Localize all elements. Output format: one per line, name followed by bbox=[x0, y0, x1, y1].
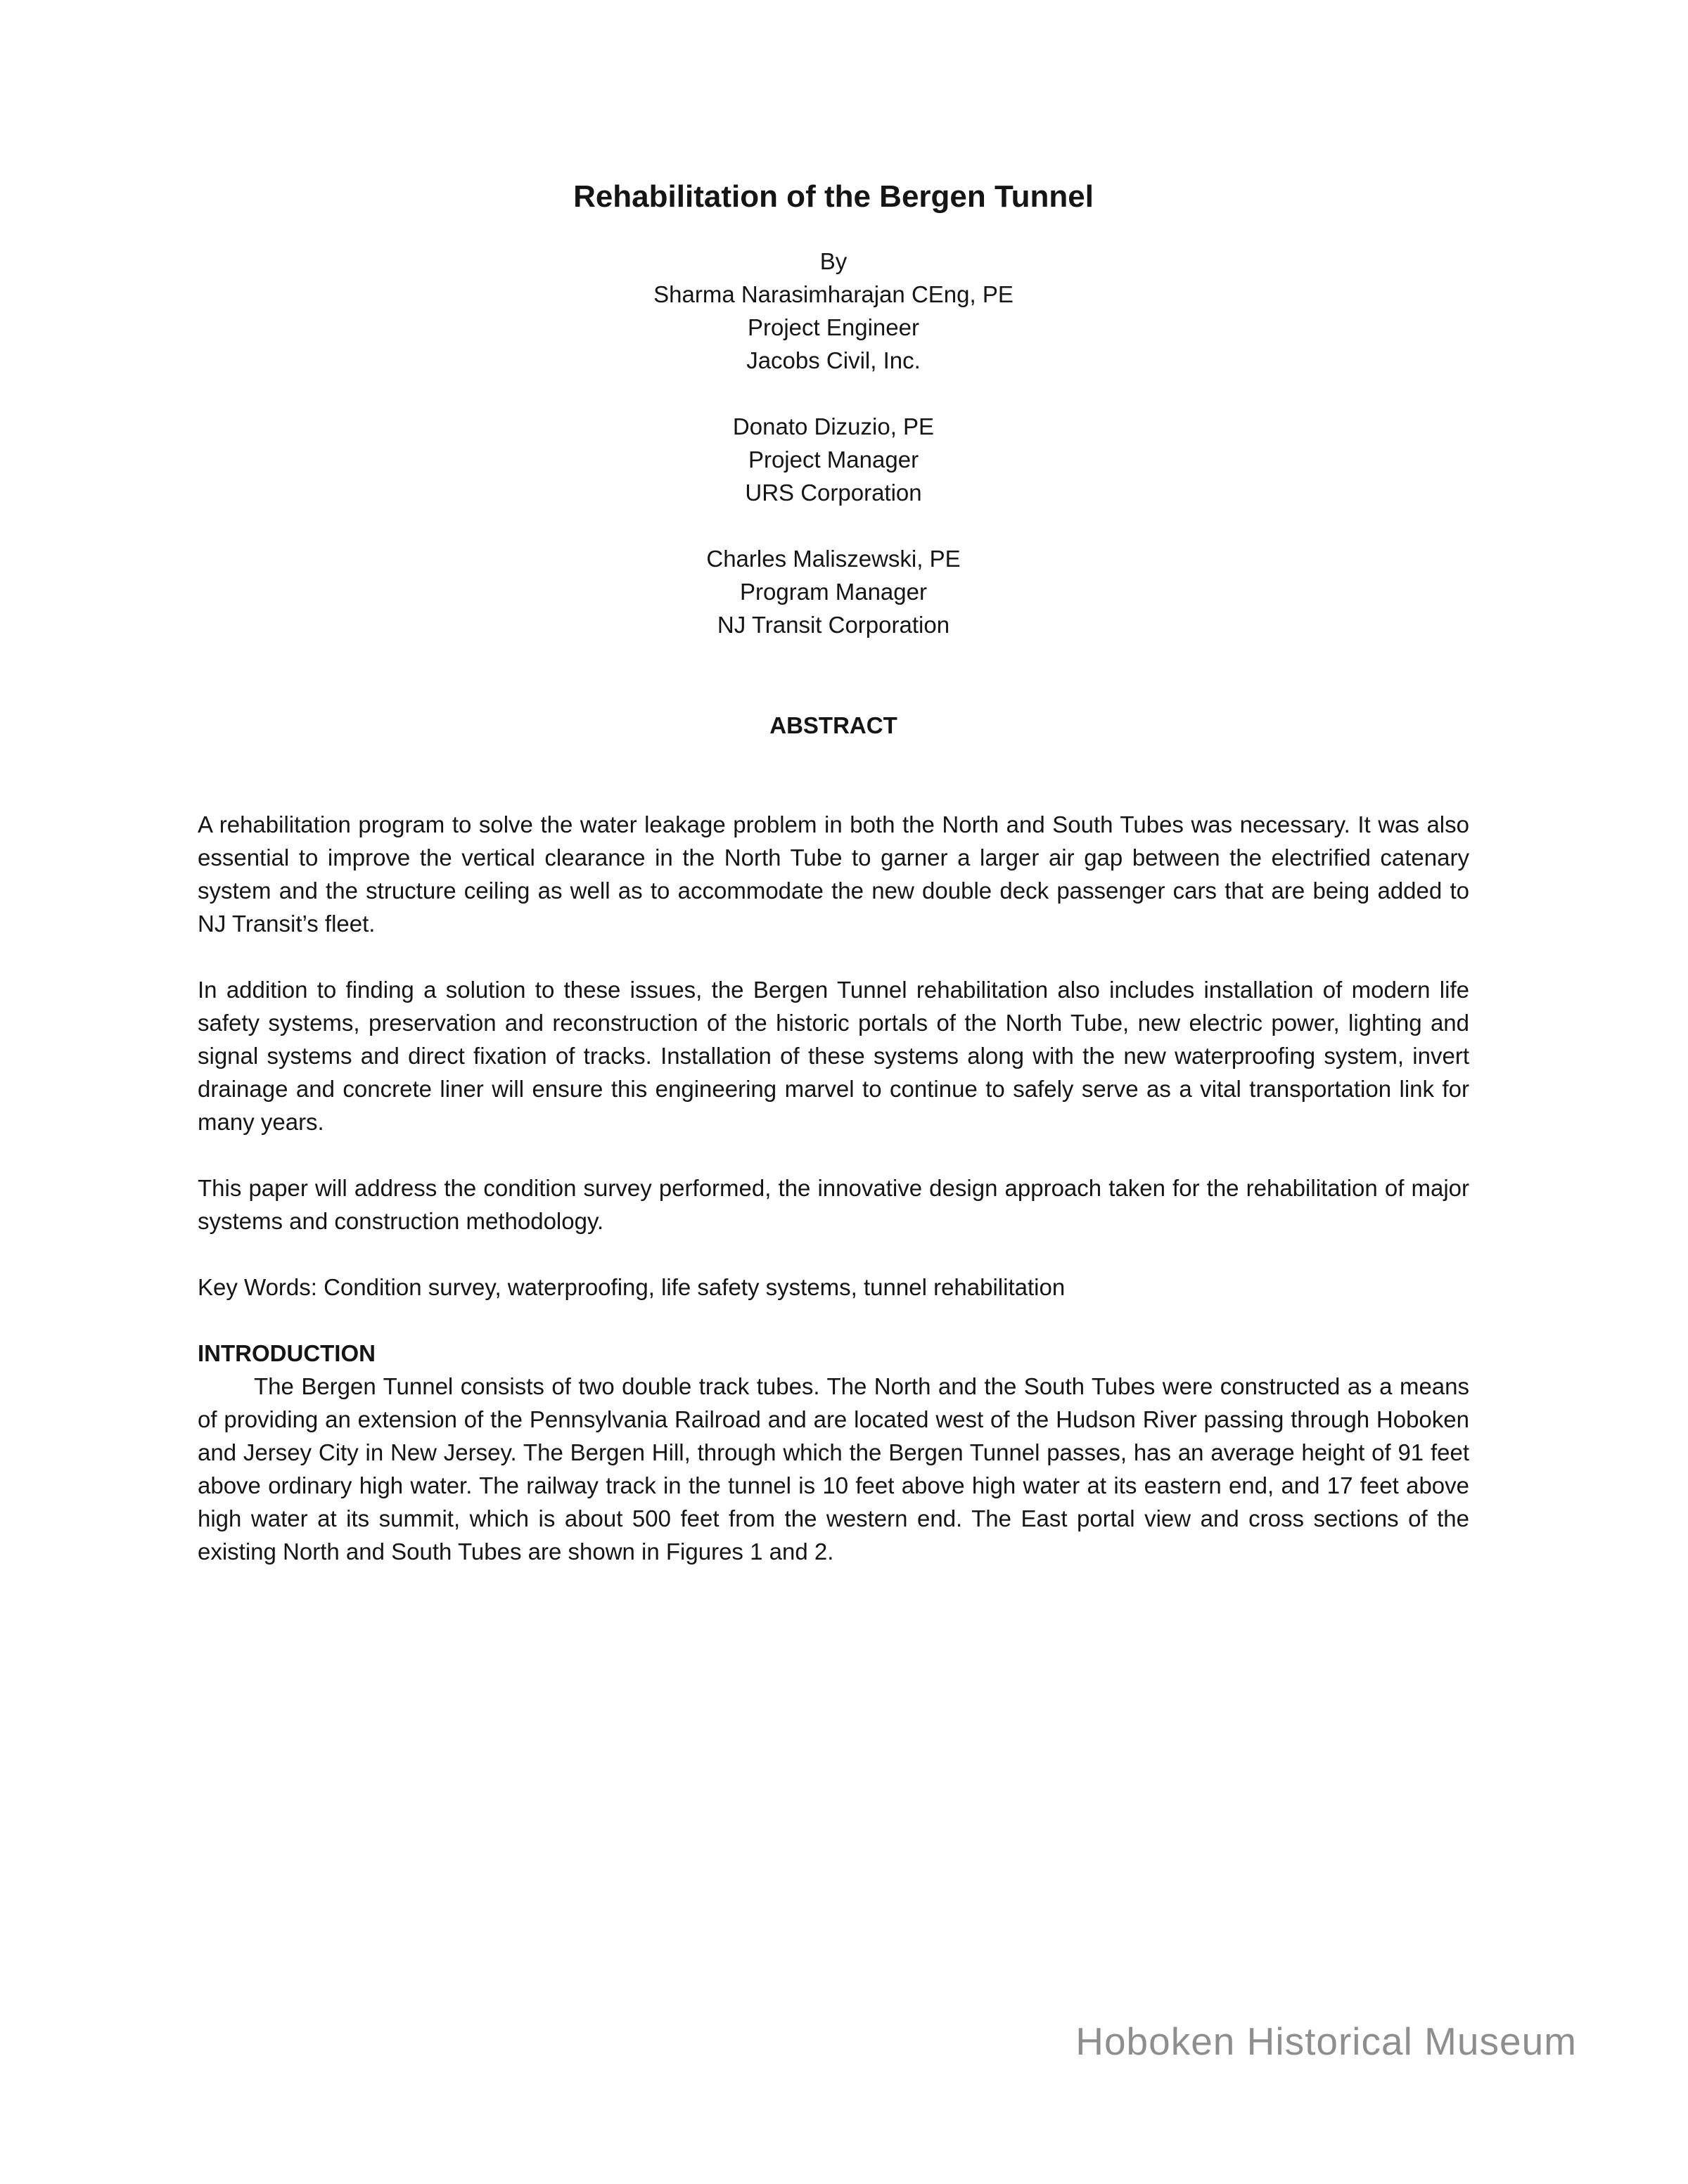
author-group bbox=[198, 410, 1469, 509]
author-role: Project Manager bbox=[748, 447, 919, 473]
page-content bbox=[198, 0, 1469, 1568]
abstract-heading: ABSTRACT bbox=[769, 712, 897, 738]
introduction-paragraph: The Bergen Tunnel consists of two double track tubes. The North and the South Tubes were constructed as a means of providing an extension of the Pennsylvania Railroad and are located west of the Hudson River passing through Hoboken and Jersey City in New Jersey. The Bergen Hill, through which the Bergen Tunnel passes, has an average height of 91 feet above ordinary high water. The railway track in the tunnel is 10 feet above high water at its eastern end, and 17 feet above high water at its summit, which is about 500 feet from the western end. The East portal view and cross sections of the existing North and South Tubes are shown in Figures 1 and 2. bbox=[198, 1373, 1469, 1565]
author-org: Jacobs Civil, Inc. bbox=[746, 347, 921, 373]
page-title: Rehabilitation of the Bergen Tunnel bbox=[573, 179, 1094, 214]
abstract-paragraph: In addition to finding a solution to these issues, the Bergen Tunnel rehabilitation also includes installation of modern life safety systems, preservation and reconstruction of the historic portals of the North Tube, new electric power, lighting and signal systems and direct fixation of tracks. Installation of these systems along with the new waterproofing system, invert drainage and concrete liner will ensure this engineering marvel to continue to safely serve as a vital transportation link for many years. bbox=[198, 977, 1469, 1135]
author-name: Donato Dizuzio, PE bbox=[732, 413, 935, 439]
byline: By bbox=[819, 248, 848, 274]
watermark: Hoboken Historical Museum bbox=[1075, 2019, 1577, 2063]
abstract-paragraph: This paper will address the condition survey performed, the innovative design approach taken for the rehabilitation of major systems and construction methodology. bbox=[198, 1175, 1469, 1234]
author-org: URS Corporation bbox=[745, 480, 922, 506]
keywords-line: Key Words: Condition survey, waterproofing, life safety systems, tunnel rehabilitation bbox=[198, 1274, 1066, 1300]
author-role: Program Manager bbox=[740, 579, 927, 605]
author-org: NJ Transit Corporation bbox=[717, 612, 950, 638]
abstract-paragraph: A rehabilitation program to solve the water leakage problem in both the North and South Tubes was necessary. It was also essential to improve the vertical clearance in the North Tube to garner a larger air gap between the electrified catenary system and the structure ceiling as well as to accommodate the new double deck passenger cars that are being added to NJ Transit’s fleet. bbox=[198, 811, 1469, 937]
author-group bbox=[198, 542, 1469, 641]
author-block bbox=[198, 245, 1469, 641]
author-name: Charles Maliszewski, PE bbox=[706, 546, 961, 572]
author-name: Sharma Narasimharajan CEng, PE bbox=[653, 281, 1014, 307]
introduction-heading: INTRODUCTION bbox=[198, 1340, 376, 1366]
author-role: Project Engineer bbox=[748, 314, 919, 340]
author-group bbox=[198, 245, 1469, 377]
